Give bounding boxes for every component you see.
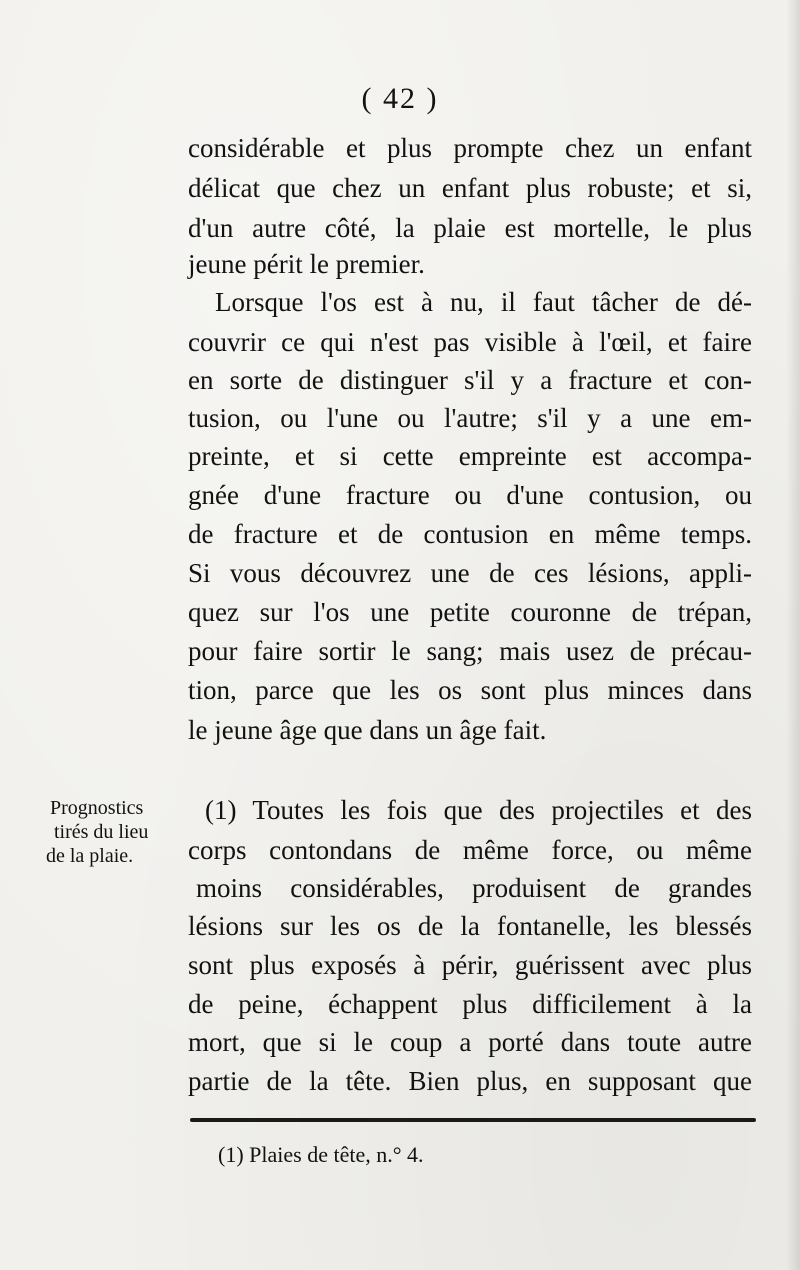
margin-note-line: tirés du lieu [54,821,149,843]
margin-note-line: de la plaie. [46,845,134,867]
footnote: (1) Plaies de tête, n.° 4. [218,1142,424,1167]
margin-note-line: Prognostics [50,797,144,819]
body-line: preinte, et si cette empreinte est accompa- [188,441,752,471]
body-line: corps contondans de même force, ou même [188,835,752,865]
body-line: moins considérables, produisent de grandes [196,873,752,903]
body-line: de peine, échappent plus difficilement à la [188,989,752,1019]
body-line: Si vous découvrez une de ces lésions, appli- [188,558,752,588]
body-line: partie de la tête. Bien plus, en supposant que [188,1066,752,1096]
body-line: Lorsque l'os est à nu, il faut tâcher de dé- [215,287,752,317]
body-line: considérable et plus prompte chez un enfant [188,133,752,163]
body-line: en sorte de distinguer s'il y a fracture et con- [188,365,752,395]
body-line: d'un autre côté, la plaie est mortelle, le plus [188,213,752,243]
body-line: de fracture et de contusion en même temps. [188,519,752,549]
body-line: gnée d'une fracture ou d'une contusion, ou [188,480,752,510]
body-line: tion, parce que les os sont plus minces dans [188,675,752,705]
body-line: (1) Toutes les fois que des projectiles et des [205,795,752,825]
body-line: sont plus exposés à périr, guérissent avec plus [188,950,752,980]
body-line: tusion, ou l'une ou l'autre; s'il y a une em- [188,403,752,433]
page-number: ( 42 ) [361,82,439,115]
body-line: le jeune âge que dans un âge fait. [188,715,547,745]
body-line: délicat que chez un enfant plus robuste; et si, [188,173,752,203]
body-line: pour faire sortir le sang; mais usez de précau- [188,636,752,666]
body-line: lésions sur les os de la fontanelle, les blessés [188,911,752,941]
footnote-rule [190,1118,756,1122]
body-line: couvrir ce qui n'est pas visible à l'œil, et faire [188,327,752,357]
page-edge-shadow [786,0,800,1270]
body-line: mort, que si le coup a porté dans toute autre [188,1027,752,1057]
body-line: jeune périt le premier. [188,249,425,279]
body-line: quez sur l'os une petite couronne de trépan, [188,597,752,627]
